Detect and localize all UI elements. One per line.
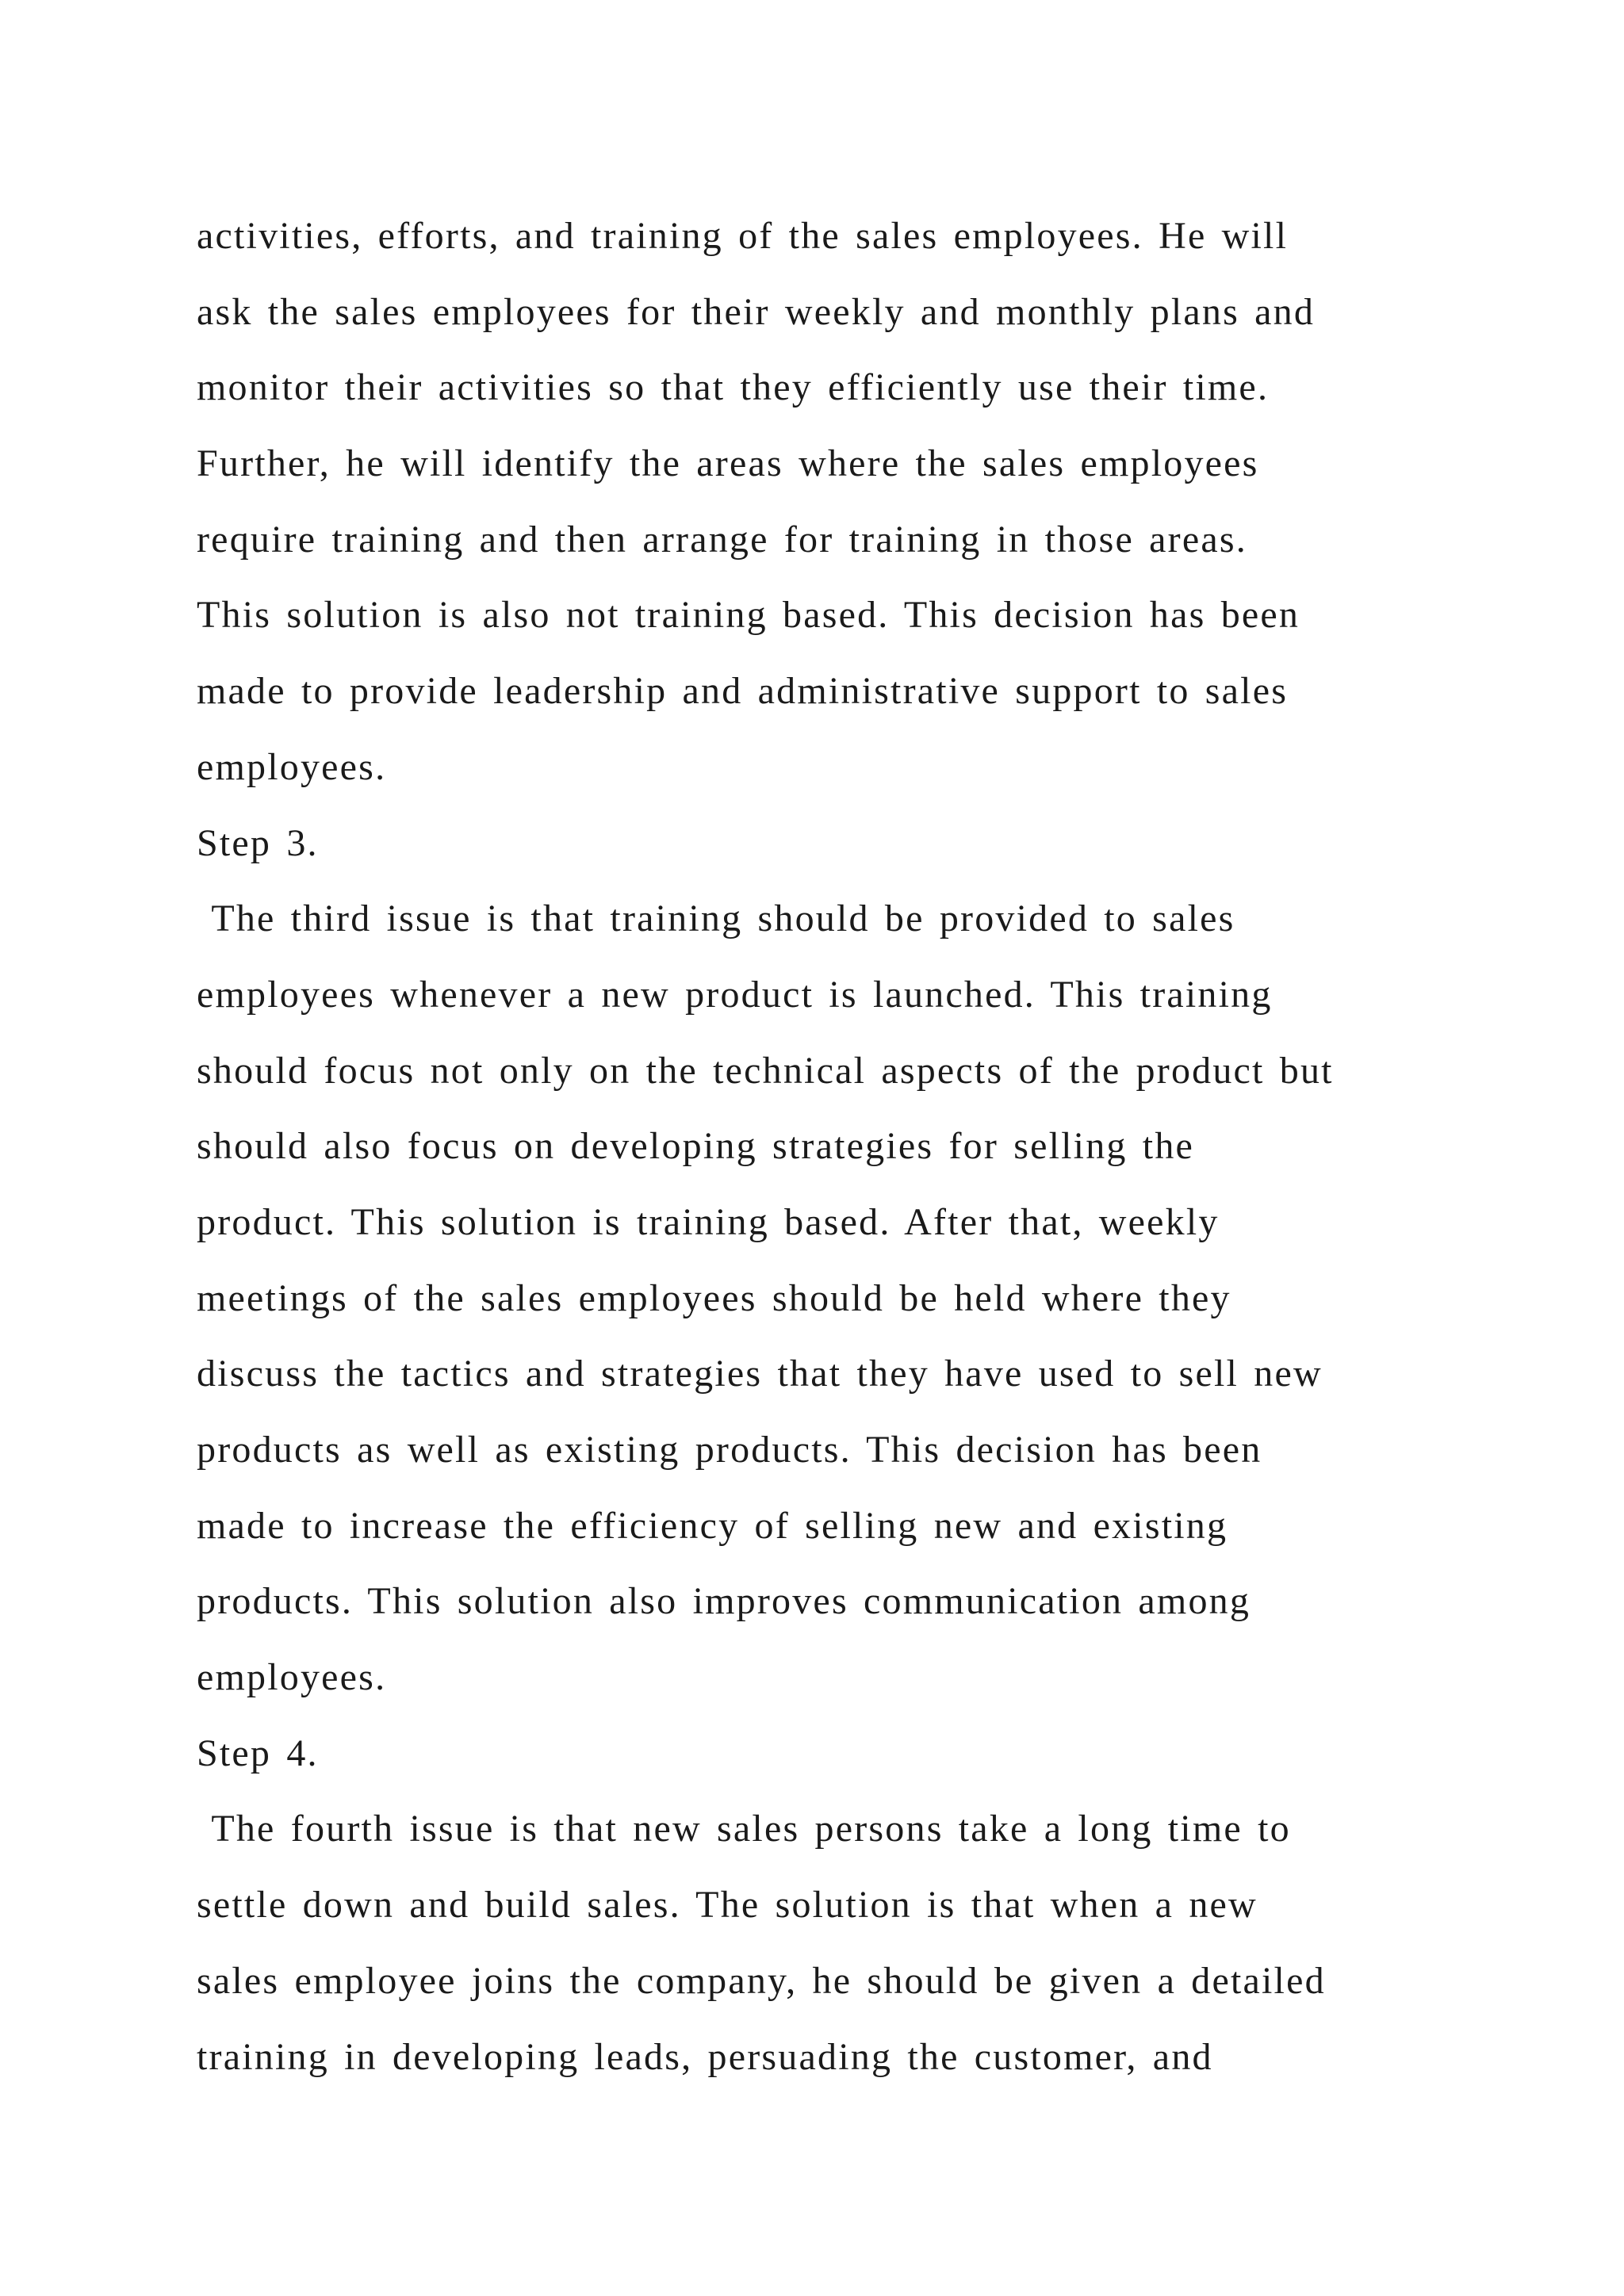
text-line: made to provide leadership and administrative support to sales: [197, 670, 1289, 713]
text-line: made to increase the efficiency of selling new and existing: [197, 1504, 1228, 1547]
text-line: products as well as existing products. This decision has been: [197, 1429, 1262, 1471]
text-line: ask the sales employees for their weekly and monthly plans and: [197, 290, 1316, 333]
text-line: monitor their activities so that they efficiently use their time.: [197, 366, 1270, 409]
text-line: should focus not only on the technical aspects of the product but: [197, 1049, 1334, 1092]
text-line: discuss the tactics and strategies that they have used to sell new: [197, 1353, 1323, 1395]
text-line: employees whenever a new product is launched. This training: [197, 973, 1273, 1016]
text-line: settle down and build sales. The solution is that when a new: [197, 1884, 1258, 1927]
text-line: employees.: [197, 745, 387, 788]
text-line: The third issue is that training should be provided to sales: [197, 897, 1235, 940]
text-line: employees.: [197, 1656, 387, 1699]
text-line: product. This solution is training based. After that, weekly: [197, 1200, 1220, 1243]
text-line: This solution is also not training based. This decision has been: [197, 594, 1300, 637]
step-heading: Step 3.: [197, 821, 319, 864]
text-line: products. This solution also improves communication among: [197, 1580, 1251, 1623]
step-heading: Step 4.: [197, 1732, 319, 1774]
text-line: meetings of the sales employees should be held where they: [197, 1276, 1231, 1319]
text-line: activities, efforts, and training of the sales employees. He will: [197, 215, 1289, 257]
text-line: The fourth issue is that new sales persons take a long time to: [197, 1808, 1291, 1850]
text-line: should also focus on developing strategies for selling the: [197, 1125, 1195, 1168]
text-line: require training and then arrange for training in those areas.: [197, 518, 1247, 561]
text-line: Further, he will identify the areas where the sales employees: [197, 442, 1259, 485]
body-text: [197, 198, 1513, 2095]
text-line: training in developing leads, persuading the customer, and: [197, 2035, 1213, 2078]
text-line: sales employee joins the company, he should be given a detailed: [197, 1959, 1326, 2002]
